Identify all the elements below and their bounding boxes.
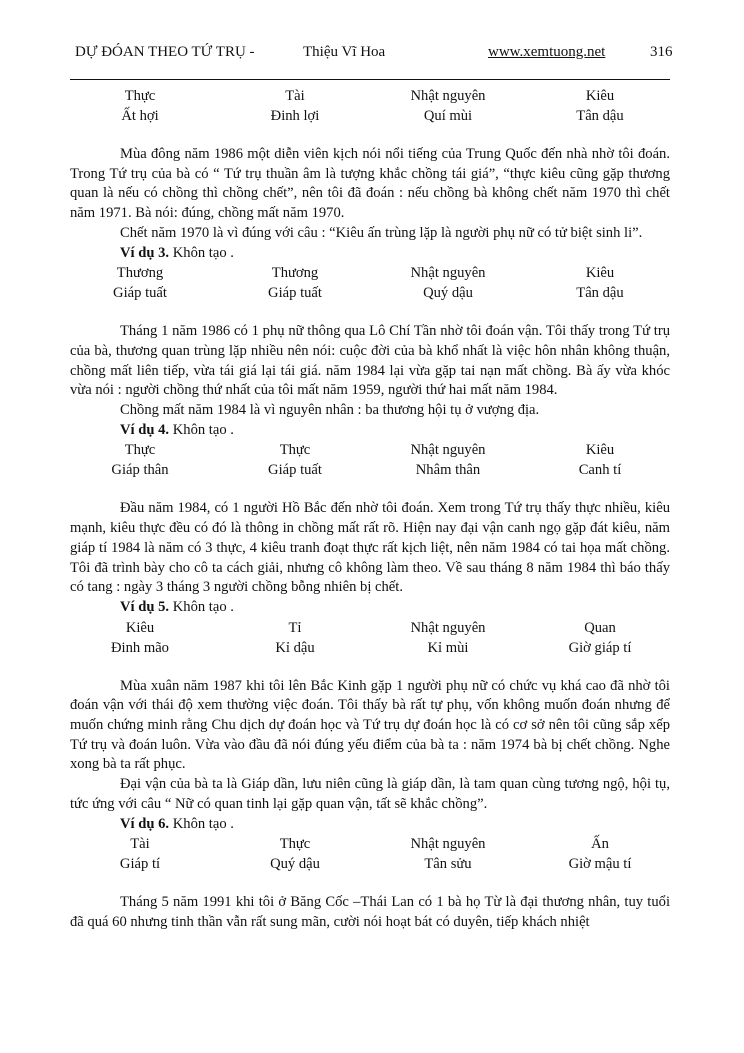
pillar-label: Nhật nguyên: [410, 88, 486, 104]
pillar-label: Kiêu: [585, 442, 615, 459]
pillar-label: Thương: [271, 265, 319, 282]
pillar-label: Kiêu: [125, 619, 155, 636]
pillars-table: [70, 263, 670, 303]
pillar-value: Nhâm thân: [415, 462, 481, 479]
pillar-value: Tân dậu: [576, 285, 624, 302]
pillars-table: [70, 440, 670, 480]
pillar-value: Kỉ mùi: [427, 639, 469, 656]
pillar-value: Canh tí: [578, 462, 622, 479]
paragraph: Đầu năm 1984, có 1 người Hồ Bắc đến nhờ tôi đoán. Xem trong Tứ trụ thấy thực nhiều, kiêu mạnh, kiêu thực đều có đó là thông in chồng mất rất rõ. Hiện nay đại vận canh ngọ gặp đát kiêu, năm giáp tí 1984 là năm có 3 thực, 4 kiêu tranh đoạt thực rất kịch liệt, nên năm 1984 có tai họa mất chồng. Tôi đã trình bày cho cô ta cách giải, nhưng cô không làm theo. Về sau tháng 8 năm 1984 thì báo thấy có tang : ngày 3 tháng 3 người chồng bỗng nhiên bị chết.: [70, 500, 670, 596]
pillar-value: Đinh lợi: [270, 108, 320, 124]
pillar-value: Giáp tuất: [113, 285, 167, 302]
pillar-label: Nhật nguyên: [410, 836, 486, 853]
paragraph: Chết năm 1970 là vì đúng với câu : “Kiêu ấn trùng lặp là người phụ nữ có tử biệt sinh li”.: [120, 224, 643, 241]
pillar-label: Kiêu: [585, 265, 615, 282]
pillar-value: Quí mùi: [423, 108, 473, 124]
pillar-label: Nhật nguyên: [410, 442, 486, 459]
pillar-value: Tân sửu: [424, 856, 472, 873]
pillar-value: Giờ giáp tí: [568, 639, 632, 656]
example-heading: [70, 598, 670, 618]
pillar-label: Thực: [279, 442, 311, 459]
example-label: Ví dụ 3.: [120, 244, 170, 261]
pillar-value: Giáp tuất: [268, 462, 322, 479]
example-subtitle: Khôn tạo .: [169, 815, 234, 832]
pillar-value: Ất hợi: [121, 108, 159, 124]
pillar-value: Tân dậu: [576, 108, 624, 124]
pillar-label: Kiêu: [585, 88, 615, 104]
example-heading: [70, 815, 670, 835]
paragraph: Chồng mất năm 1984 là vì nguyên nhân : ba thương hội tụ ở vượng địa.: [120, 402, 540, 419]
pillars-table: [70, 834, 670, 874]
pillar-label: Ấn: [591, 836, 609, 853]
pillar-value: Giờ mậu tí: [568, 856, 632, 873]
page-header: [70, 44, 673, 66]
paragraph: Đại vận của bà ta là Giáp dần, lưu niên cũng là giáp dần, là tam quan cùng tương ngộ, hội tụ, tức ứng với câu “ Nữ có quan tinh lại gặp quan vận, tất sẽ khắc chồng”.: [70, 776, 670, 812]
pillar-value: Quý dậu: [270, 856, 320, 873]
pillar-label: Thương: [116, 265, 164, 282]
pillar-label: Thực: [124, 88, 156, 104]
pillar-value: Đinh mão: [111, 639, 169, 656]
example-label: Ví dụ 4.: [120, 421, 170, 438]
example-heading: [70, 244, 670, 264]
pillar-value: Giáp tuất: [268, 285, 322, 302]
website-link[interactable]: www.xemtuong.net: [488, 44, 606, 60]
example-label: Ví dụ 6.: [120, 815, 170, 832]
pillars-table: [70, 86, 670, 126]
paragraph: Tháng 5 năm 1991 khi tôi ở Băng Cốc –Thái Lan có 1 bà họ Từ là đại thương nhân, tuy tuổi đã quá 60 nhưng tinh thần vẫn rất sung mãn, cười nói hoạt bát có duyên, tiếp khách nhiệt: [70, 894, 670, 930]
page-number: 316: [650, 44, 673, 60]
pillar-value: Kỉ dậu: [275, 639, 315, 656]
pillars-table: [70, 618, 670, 658]
pillar-label: Tỉ: [288, 619, 302, 636]
example-subtitle: Khôn tạo .: [169, 244, 234, 261]
paragraph: Tháng 1 năm 1986 có 1 phụ nữ thông qua Lô Chí Tần nhờ tôi đoán vận. Tôi thấy trong Tứ trụ của bà, thương quan trùng lặp nhiều nên nói: cuộc đời của bà khổ nhất là việc hôn nhân không thuận, chồng mất liên tiếp, vừa tái giá lại tái giá. năm 1984 lại vừa gặp tai nạn mất chồng. Bà ấy vừa khóc vừa nói : người chồng thứ nhất của tôi mất năm 1959, người thứ hai mất năm 1984.: [70, 323, 670, 399]
pillar-label: Tài: [130, 836, 150, 853]
example-subtitle: Khôn tạo .: [169, 598, 234, 615]
book-title: DỰ ĐÓAN THEO TỨ TRỤ -: [75, 44, 255, 60]
pillar-value: Giáp tí: [119, 856, 161, 873]
paragraph: Mùa xuân năm 1987 khi tôi lên Bắc Kinh gặp 1 người phụ nữ có chức vụ khá cao đã nhờ tôi đoán vận với thái độ xem thường việc đoán. Tôi thấy bà rất tự phụ, vốn không muốn đoán nhưng để muốn chứng minh rằng Chu dịch dự đoán học và Tứ trụ dự đoán học là có cơ sở nên tôi cũng sắp xếp Tứ trụ và đoán luôn. Vừa vào đầu đã nói đúng yếu điểm của bà ta : năm 1974 bà bị chết chồng. Nghe xong bà ta rất phục.: [70, 677, 670, 773]
example-heading: [70, 421, 670, 441]
pillar-value: Quý dậu: [423, 285, 473, 302]
pillar-label: Nhật nguyên: [410, 619, 486, 636]
pillar-label: Quan: [584, 619, 616, 636]
example-subtitle: Khôn tạo .: [169, 421, 234, 438]
pillar-label: Thực: [124, 442, 156, 459]
paragraph: Mùa đông năm 1986 một diễn viên kịch nói nổi tiếng của Trung Quốc đến nhà nhờ tôi đoán. Trong Tứ trụ của bà có “ Tứ trụ thuần âm là tượng khắc chồng tái giá”, “thực kiêu cũng gặp thương quan là nếu có chồng thì chồng chết”, nên tôi đã đoán : nếu chồng bà không chết năm 1970 thì chết năm 1971. Bà nói: đúng, chồng mất năm 1970.: [70, 146, 670, 222]
page-body: [70, 86, 670, 933]
example-label: Ví dụ 5.: [120, 598, 170, 615]
pillar-label: Thực: [279, 836, 311, 853]
pillar-label: Nhật nguyên: [410, 265, 486, 282]
author-name: Thiệu Vĩ Hoa: [303, 44, 386, 60]
header-divider: [70, 79, 670, 80]
pillar-label: Tài: [285, 88, 305, 104]
pillar-value: Giáp thân: [111, 462, 169, 479]
